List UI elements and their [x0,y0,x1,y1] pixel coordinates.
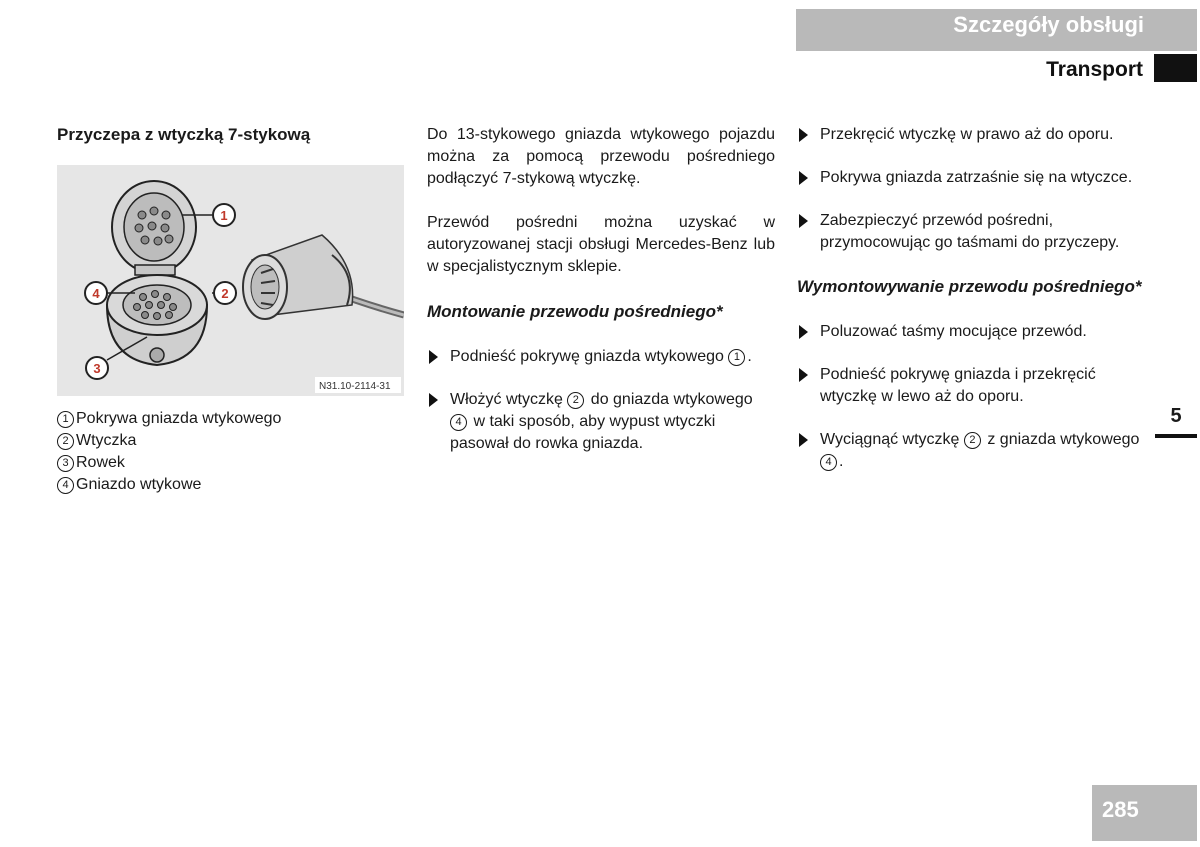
mounting-heading: Montowanie przewodu pośredniego* [427,302,723,321]
svg-text:3: 3 [93,361,101,376]
chapter-tab: 5 [1155,400,1197,438]
callout-1 [213,204,235,226]
legend-number: 1 [57,411,74,428]
step-item: Poluzować taśmy mocujące przewód. [797,321,1145,343]
bullet-arrow-icon [799,214,808,228]
connector-illustration [57,165,404,396]
step-item: Wyciągnąć wtyczkę 2 z gniazda wtykowego 4 . [797,429,1145,473]
legend-item [57,474,407,496]
legend-item [57,430,407,452]
intro-paragraph: Do 13-stykowego gniazda wtykowego pojazdu można za pomocą przewodu pośredniego podłączyć 7-stykową wtyczkę. [427,126,775,187]
legend-text: Gniazdo wtykowe [76,476,202,493]
connector-figure [57,165,404,396]
ref-number: 4 [820,454,837,471]
removal-heading: Wymontowywanie przewodu pośredniego* [797,277,1142,296]
figure-code: N31.10-2114-31 [319,381,391,392]
ref-number: 2 [964,432,981,449]
svg-text:4: 4 [92,286,100,301]
legend-number: 4 [57,477,74,494]
chapter-title: Transport [1046,58,1143,81]
step-item: Włożyć wtyczkę 2 do gniazda wtykowego 4 w taki sposób, aby wypust wtyczki pasował do rowka gniazda. [427,389,775,455]
figure-legend [57,408,407,496]
svg-text:2: 2 [221,286,229,301]
step-item: Przekręcić wtyczkę w prawo aż do oporu. [797,124,1145,146]
legend-number: 3 [57,455,74,472]
ref-number: 4 [450,414,467,431]
bullet-arrow-icon [429,350,438,364]
bullet-arrow-icon [799,433,808,447]
bullet-arrow-icon [429,393,438,407]
bullet-arrow-icon [799,325,808,339]
legend-item [57,452,407,474]
section-title: Szczegóły obsługi [953,12,1144,37]
svg-text:1: 1 [220,208,228,223]
callout-3 [86,357,108,379]
step-item: Podnieść pokrywę gniazda i przekręcić wtyczkę w lewo aż do oporu. [797,364,1145,408]
callout-4 [85,282,107,304]
legend-text: Wtyczka [76,432,137,449]
legend-text: Rowek [76,454,125,471]
page-number: 285 [1092,785,1197,841]
ref-number: 1 [728,349,745,366]
bullet-arrow-icon [799,128,808,142]
right-column [797,124,1145,494]
legend-number: 2 [57,433,74,450]
left-heading: Przyczepa z wtyczką 7-stykową [57,125,311,144]
step-item: Zabezpieczyć przewód pośredni, przymocowując go taśmami do przyczepy. [797,210,1145,254]
bullet-arrow-icon [799,171,808,185]
step-item: Podnieść pokrywę gniazda wtykowego 1 . [427,346,775,368]
legend-text: Pokrywa gniazda wtykowego [76,410,282,427]
ref-number: 2 [567,392,584,409]
bullet-arrow-icon [799,368,808,382]
step-item: Pokrywa gniazda zatrzaśnie się na wtyczce. [797,167,1145,189]
left-column [57,124,407,496]
callout-2 [214,282,236,304]
legend-item [57,408,407,430]
info-paragraph: Przewód pośredni można uzyskać w autoryzowanej stacji obsługi Mercedes-Benz lub w specjalistycznym sklepie. [427,214,775,275]
middle-column [427,124,775,476]
chapter-marker [1154,54,1197,82]
